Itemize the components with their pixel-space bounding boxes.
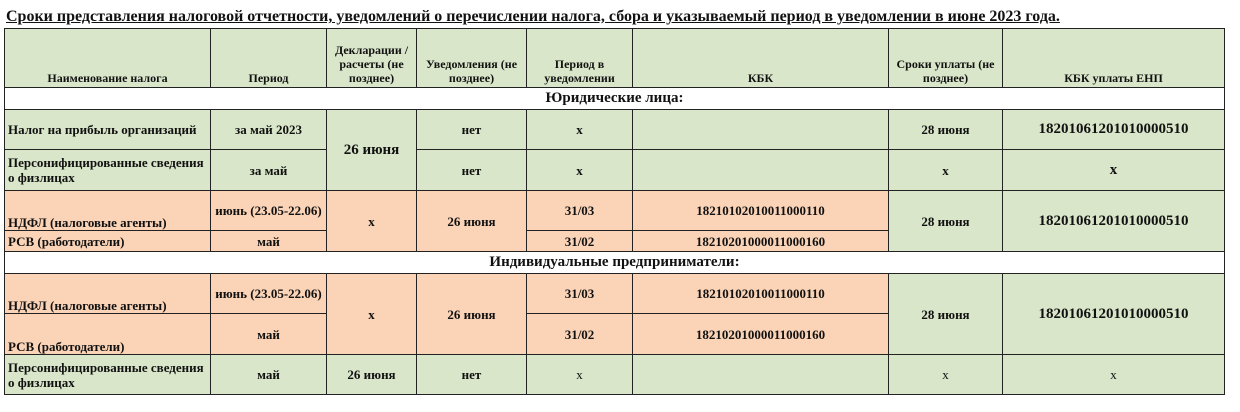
table-row [5,274,1225,314]
cell-declarations: х [327,274,417,355]
cell-notice-period: х [527,150,633,191]
cell-pay-deadline: 28 июня [889,274,1003,355]
header-kbk: КБК [633,29,889,88]
cell-tax-name: РСВ (работодатели) [5,231,211,252]
cell-notice-period: х [527,355,633,395]
header-declarations: Декларации /расчеты (не позднее) [327,29,417,88]
cell-kbk [633,110,889,150]
cell-notice-period: х [527,110,633,150]
cell-kbk-enp: х [1003,150,1225,191]
cell-pay-deadline: 28 июня [889,110,1003,150]
cell-tax-name: Персонифицированные сведения о физлицах [5,355,211,395]
header-kbk-enp: КБК уплаты ЕНП [1003,29,1225,88]
section-legal-title: Юридические лица: [5,88,1225,110]
cell-notice: нет [417,355,527,395]
cell-notice-period: 31/02 [527,231,633,252]
header-notices: Уведомления (не позднее) [417,29,527,88]
cell-tax-name: НДФЛ (налоговые агенты) [5,191,211,231]
cell-notice: нет [417,150,527,191]
cell-kbk: 18210102010011000110 [633,274,889,314]
cell-kbk: 18210102010011000110 [633,191,889,231]
header-period: Период [211,29,327,88]
tax-deadlines-table [4,28,1225,395]
cell-pay-deadline: 28 июня [889,191,1003,252]
cell-kbk-enp: 18201061201010000510 [1003,110,1225,150]
header-row [5,29,1225,88]
cell-tax-name: Налог на прибыль организаций [5,110,211,150]
cell-kbk [633,150,889,191]
cell-kbk [633,355,889,395]
table-row [5,150,1225,191]
section-row-legal [5,88,1225,110]
cell-kbk-enp: 18201061201010000510 [1003,191,1225,252]
cell-pay-deadline: х [889,355,1003,395]
cell-kbk-enp: х [1003,355,1225,395]
cell-period: май [211,355,327,395]
cell-notice-period: 31/02 [527,314,633,355]
section-ip-title: Индивидуальные предприниматели: [5,252,1225,274]
header-pay-deadline: Сроки уплаты (не позднее) [889,29,1003,88]
table-row [5,355,1225,395]
cell-notice: нет [417,110,527,150]
cell-period: за май 2023 [211,110,327,150]
cell-period: май [211,314,327,355]
cell-notice-period: 31/03 [527,191,633,231]
cell-tax-name: НДФЛ (налоговые агенты) [5,274,211,314]
cell-kbk-enp: 18201061201010000510 [1003,274,1225,355]
header-tax: Наименование налога [5,29,211,88]
cell-notice: 26 июня [417,274,527,355]
cell-period: июнь (23.05-22.06) [211,191,327,231]
cell-pay-deadline: х [889,150,1003,191]
cell-period: за май [211,150,327,191]
cell-notice-period: 31/03 [527,274,633,314]
cell-declarations-merged: 26 июня [327,110,417,191]
cell-notice: 26 июня [417,191,527,252]
cell-kbk: 18210201000011000160 [633,231,889,252]
cell-declarations: 26 июня [327,355,417,395]
section-row-ip [5,252,1225,274]
table-row [5,110,1225,150]
page-title: Сроки представления налоговой отчетности, уведомлений о перечислении налога, сбора и указываемый период в уведомлении в июне 2023 года. [6,8,1060,25]
cell-period: май [211,231,327,252]
cell-period: июнь (23.05-22.06) [211,274,327,314]
cell-tax-name: Персонифицированные сведения о физлицах [5,150,211,191]
cell-declarations: х [327,191,417,252]
header-notice-period: Период в уведомлении [527,29,633,88]
cell-tax-name: РСВ (работодатели) [5,314,211,355]
table-row [5,191,1225,231]
cell-kbk: 18210201000011000160 [633,314,889,355]
